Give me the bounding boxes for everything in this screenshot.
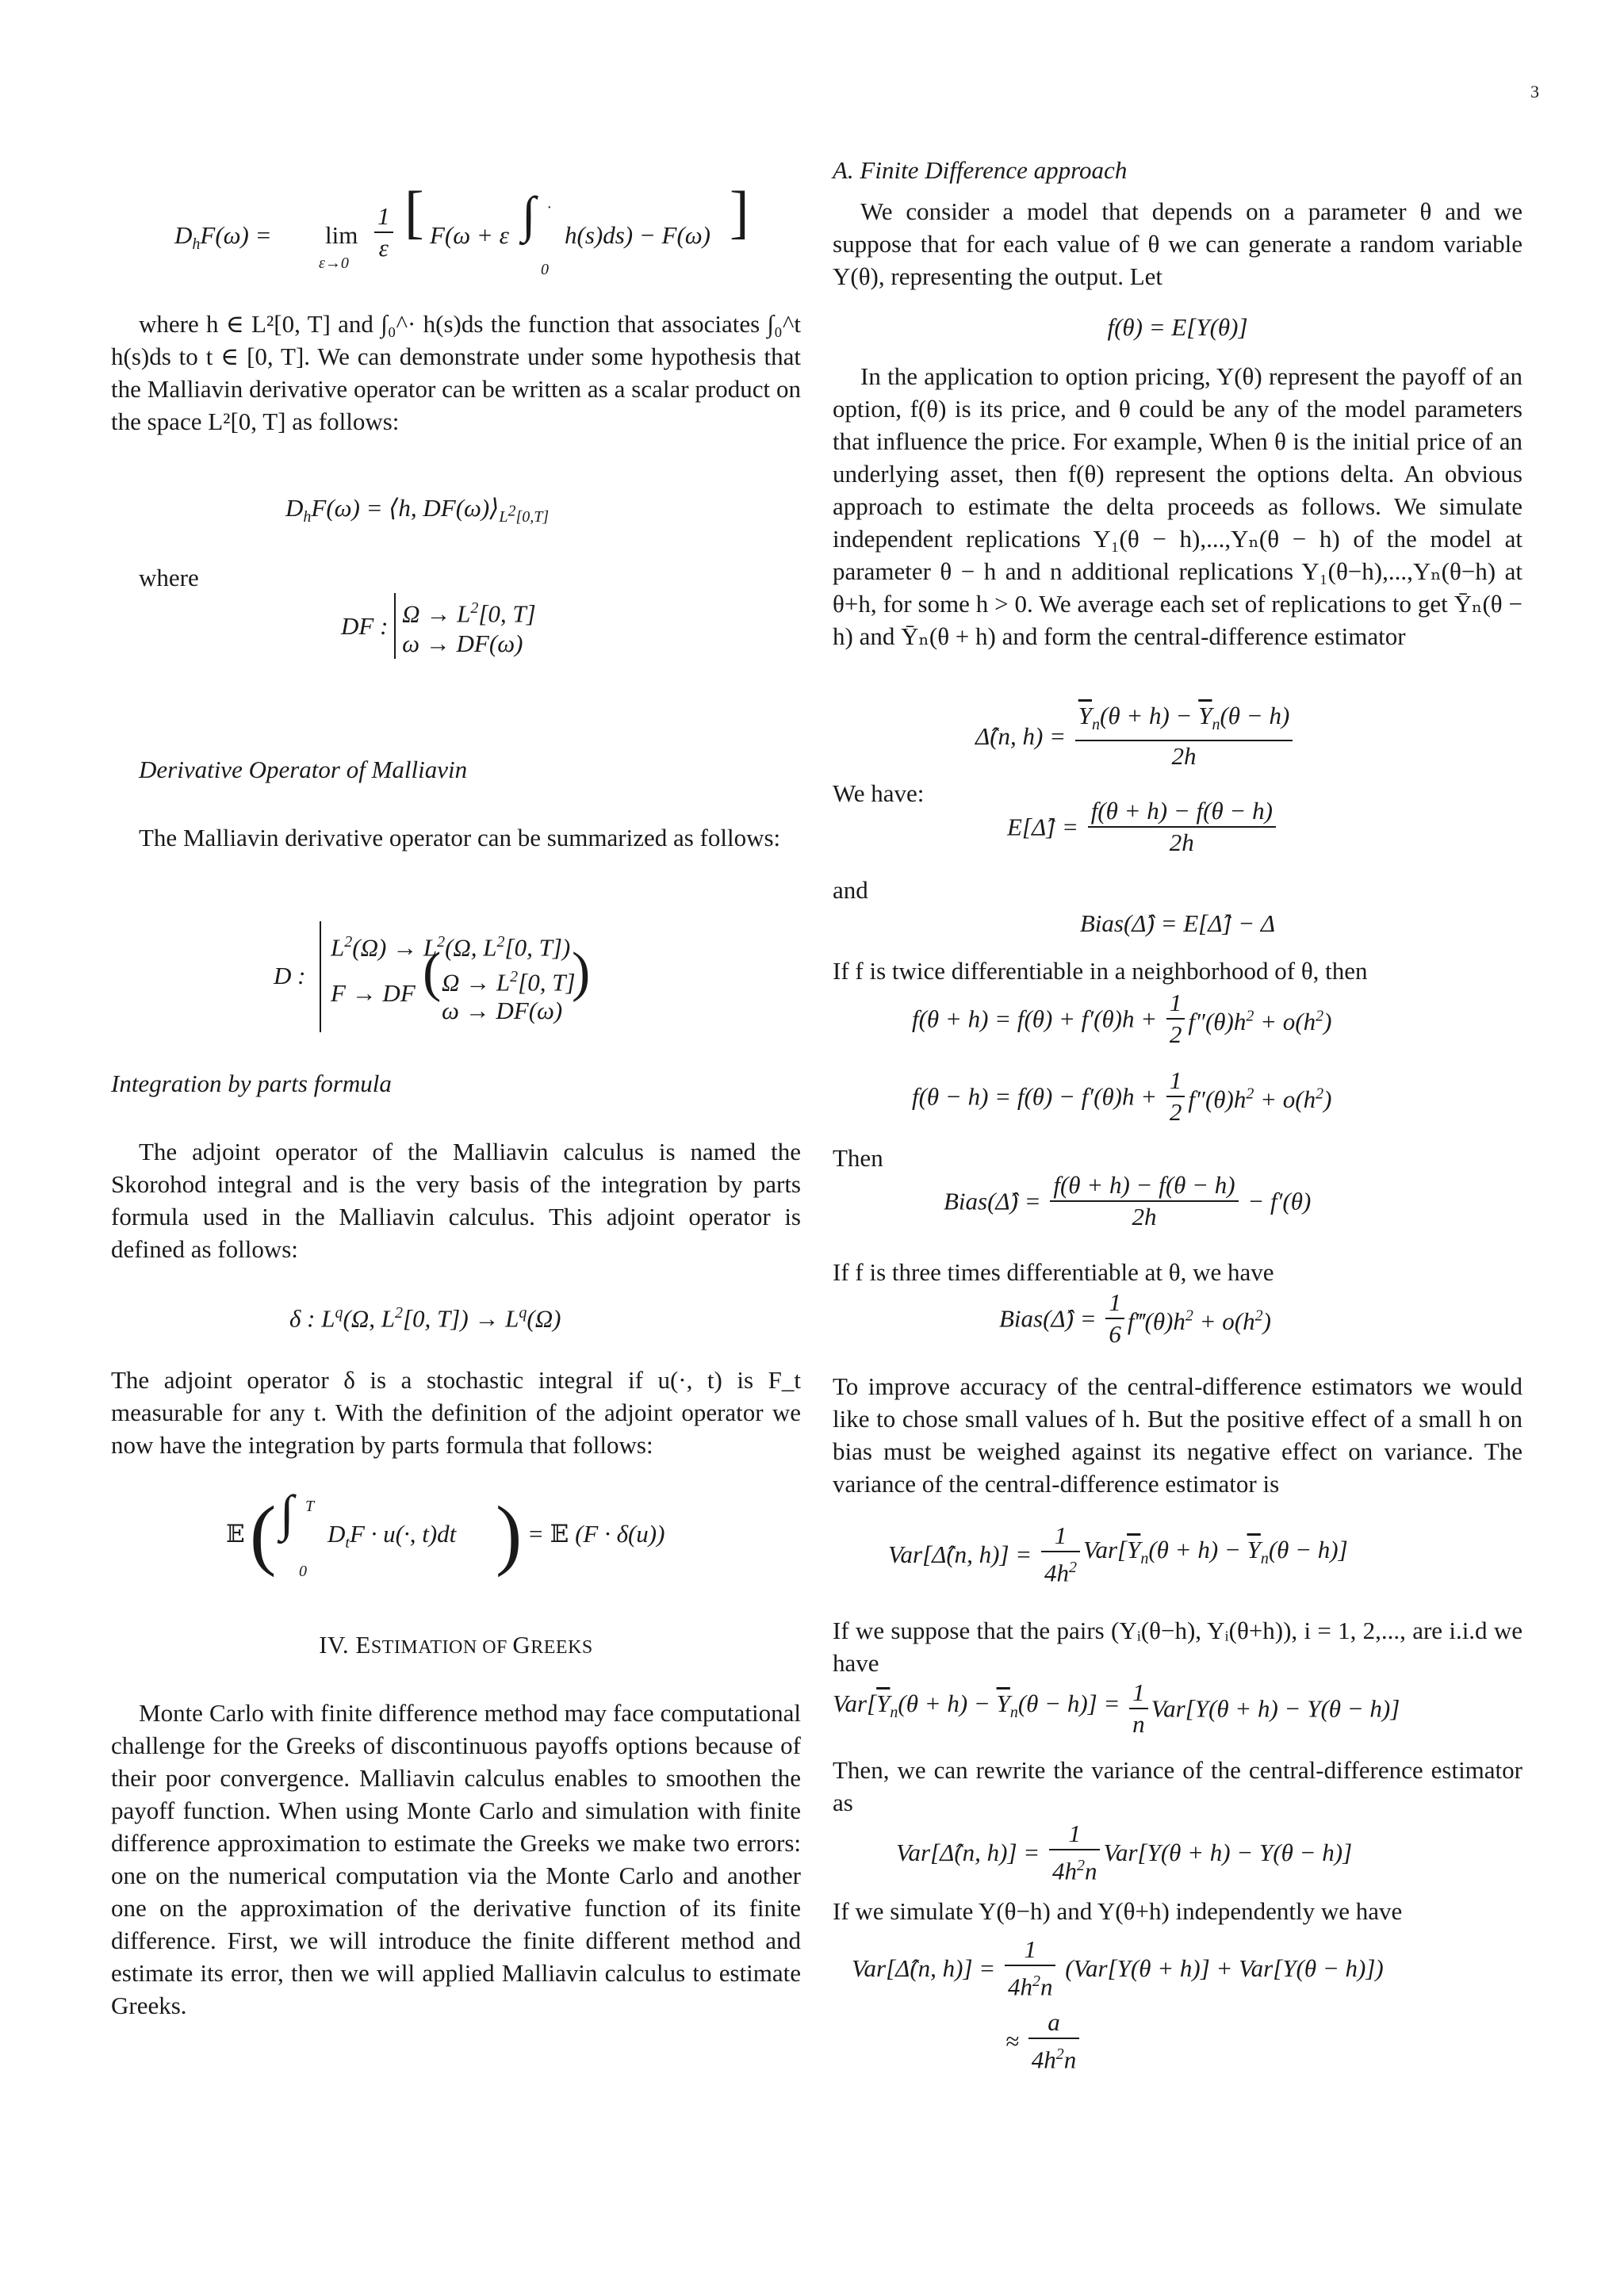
paragraph-option-pricing: In the application to option pricing, Y(θ) represent the payoff of an option, f(θ) is its price, and θ could be any of the model parameters that influence the price. For example, When θ is the initial price of an underlying asset, then f(θ) represent the options delta. An obvious approach to estimate the delta proceeds as follows. We simulate independent replications Y₁(θ − h),...,Yₙ(θ − h) of the model at parameter θ − h and n additional replications Y₁(θ−h),...,Yₙ(θ−h) at θ+h, for some h > 0. We average each set of replications to get Ȳₙ(θ − h) and Ȳₙ(θ + h) and form the central-difference estimator [833,362,1522,650]
equation-variance-rewrite: Var[Δ̂(n, h)] = $\frac{1}{4h^2n}$ Var[Y(θ + h) − Y(θ − h)] [896,1820,1353,1885]
paragraph-adjoint-operator: The adjoint operator of the Malliavin calculus is named the Skorohod integral and is the very basis of the integration by parts formula used in the Malliavin calculus. This adjoint operator is defined as follows: [111,1138,801,1263]
paragraph-twice-differentiable: If f is twice differentiable in a neighborhood of θ, then [833,957,1368,985]
paragraph-rewrite-variance: Then, we can rewrite the variance of the central-difference estimator as [833,1756,1522,1816]
paragraph-iid-pairs: If we suppose that the pairs (Yᵢ(θ−h), Yᵢ(θ+h)), i = 1, 2,..., are i.i.d we have [833,1617,1522,1677]
and-label: and [833,876,868,904]
equation-variance-independent: Var[Δ̂(n, h)] = $\frac{1}{4h^2n}$ (Var[Y(θ + h)] + Var[Y(θ − h)]) [852,1935,1384,2001]
equation-variance-mean: $Var[\overline{Y}_n(\theta + h) - \overline{Y}_n(\theta - h)]$ = $\frac{1}{n}$ Var[Y(θ + h) − Y(θ − h)] [833,1678,1400,1738]
equation-malliavin-definition: $D_hF(\omega)$ = lim ε→0 $\frac{1}{\varepsilon}$ [ F(ω + ε ∫ · 0 h(s)ds) − F(ω) ] [174,180,749,278]
page-number: 3 [1530,82,1539,101]
equation-bias-order: Bias(Δ̂) = $\frac{1}{6}$ $f‴(\theta)h^2 + o(h^2)$ [999,1288,1271,1348]
paragraph-accuracy: To improve accuracy of the central-difference estimators we would like to chose small values of h. But the positive effect of a small h on bias must be weighed against its negative effect on variance. The variance of the central-difference estimator is [833,1372,1522,1498]
we-have-label: We have: [833,779,925,807]
equation-variance-approx: ≈ $\frac{a}{4h^2n}$ [1005,2007,1082,2075]
equation-f-theta: f(θ) = E[Y(θ)] [1107,313,1248,341]
paragraph-derivative-summary: The Malliavin derivative operator can be summarized as follows: [139,824,781,851]
heading-derivative-operator: Derivative Operator of Malliavin [139,756,468,783]
equation-df-operator: DF : $\Omega \to L^2[0$, T] ω → DF(ω) [341,593,536,659]
section-title: ESTIMATION OF GREEKS [355,1631,593,1659]
equation-integration-by-parts: 𝔼 ( ∫ T 0 $D_tF \cdot u(\cdot$, t)dt ) = 𝔼 (F · δ(u)) [226,1485,665,1580]
equation-taylor-plus: f(θ + h) = f(θ) + f′(θ)h + $\frac{1}{2}$ $f''(\theta)h^2 + o(h^2)$ [912,989,1332,1048]
section-heading-estimation [111,1628,801,1664]
equation-taylor-minus: f(θ − h) = f(θ) − f′(θ)h + $\frac{1}{2}$ $f''(\theta)h^2 + o(h^2)$ [912,1066,1332,1126]
paragraph-malliavin-space: where h ∈ L²[0, T] and ∫₀^· h(s)ds the function that associates ∫₀^t h(s)ds to t ∈ [0, T]. We can demonstrate under some hypothesis that the Malliavin derivative operator can be written as a scalar product on the space L²[0, T] as follows: [111,310,801,435]
paragraph-monte-carlo: Monte Carlo with finite difference method may face computational challenge for the Greeks of discontinuous payoffs options because of their poor convergence. Malliavin calculus enables to smoothen the payoff function. When using Monte Carlo and simulation with finite difference approximation to estimate the Greeks we make two errors: one on the numerical computation via the Monte Carlo and another one on the approximation of the derivative function of its finite difference. First, we will introduce the finite different method and estimate its error, then we will applied Malliavin calculus to estimate Greeks. [111,1699,801,2019]
equation-delta-operator: δ : $L^q(\Omega$, $L^2[0$, $T]) \to L^q(\Omega)$ [289,1304,561,1333]
where-label: where [139,564,199,591]
heading-integration-by-parts: Integration by parts formula [111,1070,392,1097]
section-number: IV. [319,1631,350,1659]
equation-expectation: E[Δ̂] = $\frac{f(\theta + h) - f(\theta - h)}{2h}$ [1007,796,1279,858]
equation-scalar-product: $D_hF(\omega)$ = ⟨h, $DF(\omega)⟩_{L^2[0,T]}$ [285,494,550,526]
equation-bias-expanded: Bias(Δ̂) = $\frac{f(\theta + h) - f(\theta - h)}{2h}$ − f′(θ) [944,1171,1312,1230]
paragraph-model-parameter: We consider a model that depends on a parameter θ and we suppose that for each value of θ we can generate a random variable Y(θ), representing the output. Let [833,197,1522,290]
equation-central-difference: Δ̂(n, h) = $\frac{\overline{Y}_n(\theta + h) - \overline{Y}_n(\theta - h)}{2h}$ [975,701,1296,771]
equation-bias: Bias(Δ̂) = E[Δ̂] − Δ [1079,909,1276,937]
paragraph-independent-simulation: If we simulate Y(θ−h) and Y(θ+h) independently we have [833,1897,1403,1925]
then-label: Then [833,1144,883,1172]
equation-variance-estimator: Var[Δ̂(n, h)] = $\frac{1}{4h^2}$ $Var[\overline{Y}_n(\theta + h) - \overline{Y}_n(\theta - h)]$ [888,1521,1348,1587]
paragraph-three-times-differentiable: If f is three times differentiable at θ, we have [833,1258,1274,1286]
paragraph-stochastic-integral: The adjoint operator δ is a stochastic integral if u(·, t) is F_t measurable for any t. With the definition of the adjoint operator we now have the integration by parts formula that follows: [111,1366,801,1459]
subsection-heading-finite-difference: A. Finite Difference approach [833,156,1128,184]
